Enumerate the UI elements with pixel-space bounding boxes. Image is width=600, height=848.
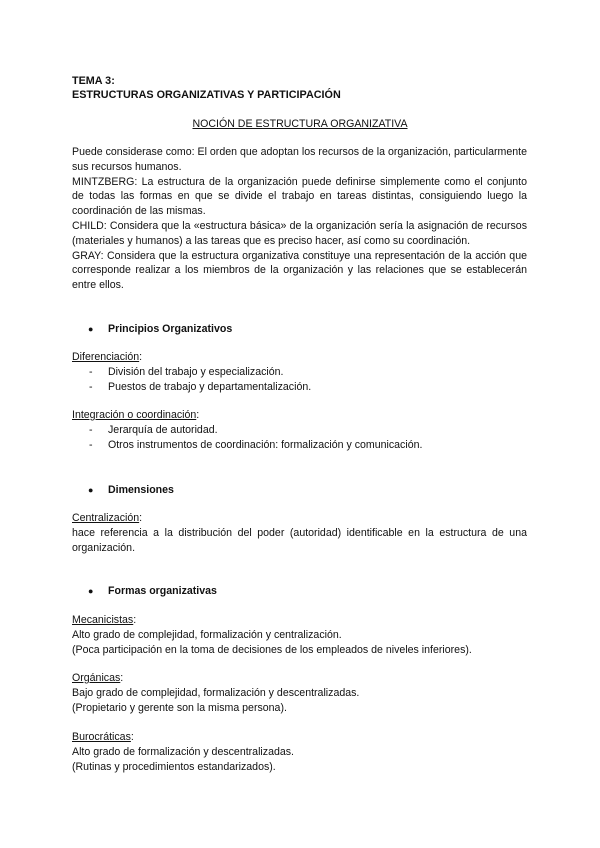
definition-general: Puede considerase como: El orden que adoptan los recursos de la organización, particularmente sus recursos humanos. bbox=[72, 146, 527, 173]
organicas-line-1: Bajo grado de complejidad, formalización y descentralizadas. bbox=[72, 686, 360, 699]
organicas-block: Orgánicas: Bajo grado de complejidad, formalización y descentralizadas. (Propietario y gerente son la misma persona). bbox=[72, 671, 527, 715]
mecanicistas-label: Mecanicistas bbox=[72, 614, 134, 626]
title-line-1: TEMA 3: bbox=[72, 75, 115, 87]
dash-marker: - bbox=[89, 365, 93, 378]
list-item-text: Jerarquía de autoridad. bbox=[108, 423, 218, 436]
principios-heading bbox=[88, 322, 232, 337]
list-item-text: Puestos de trabajo y departamentalización. bbox=[108, 380, 312, 393]
organicas-label: Orgánicas bbox=[72, 672, 121, 684]
centralizacion-block: Centralización: hace referencia a la distribución del poder (autoridad) identificable en la estructura de una organización. bbox=[72, 512, 527, 554]
definition-gray: GRAY: Considera que la estructura organizativa constituye una representación de la acción que corresponde realizar a los miembros de la organización y las relaciones que se establecerán entre ellos. bbox=[72, 249, 527, 292]
definition-mintzberg: MINTZBERG: La estructura de la organización puede definirse simplemente como el conjunto de todas las formas en que se divide el trabajo en tareas distintas, consiguiendo luego la coordinación de las mismas. bbox=[72, 175, 527, 218]
principios-heading-text: Principios Organizativos bbox=[108, 323, 233, 335]
formas-heading-text: Formas organizativas bbox=[108, 585, 217, 597]
burocraticas-label: Burocráticas bbox=[72, 731, 131, 743]
list-item bbox=[72, 438, 527, 453]
document-title bbox=[72, 74, 527, 102]
integracion-group: Integración o coordinación: - Jerarquía de autoridad. - Otros instrumentos de coordinación: formalización y comunicación. bbox=[72, 408, 527, 452]
dash-marker: - bbox=[89, 380, 93, 393]
mecanicistas-line-1: Alto grado de complejidad, formalización y centralización. bbox=[72, 628, 342, 641]
dash-marker: - bbox=[89, 438, 93, 451]
section-heading: NOCIÓN DE ESTRUCTURA ORGANIZATIVA bbox=[192, 118, 408, 130]
diferenciacion-group: Diferenciación: - División del trabajo y especialización. - Puestos de trabajo y departamentalización. bbox=[72, 350, 527, 394]
burocraticas-line-2: (Rutinas y procedimientos estandarizados). bbox=[72, 760, 276, 773]
mecanicistas-block: Mecanicistas: Alto grado de complejidad, formalización y centralización. (Poca participación en la toma de decisiones de los empleados de niveles inferiores). bbox=[72, 613, 527, 657]
definitions-block bbox=[72, 145, 527, 293]
dimensiones-heading-text: Dimensiones bbox=[108, 484, 174, 496]
bullet-icon: ● bbox=[88, 586, 94, 596]
centralizacion-label: Centralización bbox=[72, 512, 140, 524]
centralizacion-text: hace referencia a la distribución del poder (autoridad) identificable en la estructura de una organización. bbox=[72, 526, 527, 554]
mecanicistas-line-2: (Poca participación en la toma de decisiones de los empleados de niveles inferiores). bbox=[72, 643, 472, 656]
dimensiones-heading bbox=[88, 483, 174, 498]
definition-child: CHILD: Considera que la «estructura básica» de la organización sería la asignación de recursos (materiales y humanos) a las tareas que es preciso hacer, así como su coordinación. bbox=[72, 219, 527, 247]
bullet-icon: ● bbox=[88, 324, 94, 334]
list-item bbox=[72, 365, 527, 380]
list-item-text: División del trabajo y especialización. bbox=[108, 365, 284, 378]
bullet-icon: ● bbox=[88, 485, 94, 495]
title-line-2: ESTRUCTURAS ORGANIZATIVAS Y PARTICIPACIÓN bbox=[72, 89, 341, 101]
list-item bbox=[72, 380, 527, 395]
organicas-line-2: (Propietario y gerente son la misma persona). bbox=[72, 701, 287, 714]
list-item bbox=[72, 423, 527, 438]
list-item-text: Otros instrumentos de coordinación: formalización y comunicación. bbox=[108, 438, 423, 451]
diferenciacion-label: Diferenciación bbox=[72, 351, 140, 363]
integracion-label: Integración o coordinación bbox=[72, 409, 197, 421]
dash-marker: - bbox=[89, 423, 93, 436]
burocraticas-block: Burocráticas: Alto grado de formalización y descentralizadas. (Rutinas y procedimientos estandarizados). bbox=[72, 730, 527, 774]
burocraticas-line-1: Alto grado de formalización y descentralizadas. bbox=[72, 745, 294, 758]
formas-heading bbox=[88, 584, 217, 599]
